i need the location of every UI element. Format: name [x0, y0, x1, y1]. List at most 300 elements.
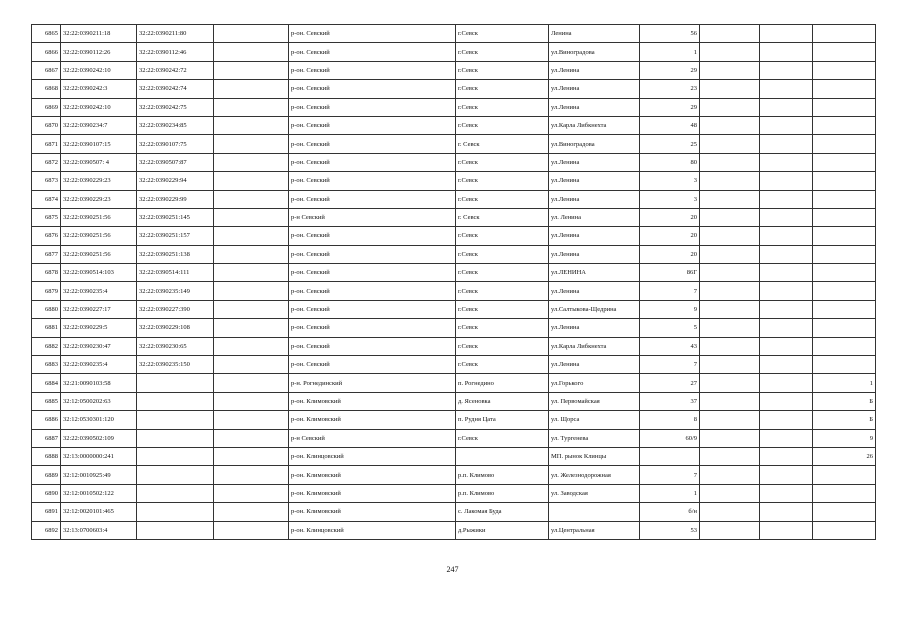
town-cell — [456, 447, 549, 465]
empty-cell — [214, 447, 289, 465]
district-cell: р-он. Климовский — [289, 466, 456, 484]
town-cell: р.п. Климово — [456, 466, 549, 484]
district-cell: р-он. Севский — [289, 172, 456, 190]
house-number-cell: 7 — [640, 356, 700, 374]
empty-cell — [214, 282, 289, 300]
town-cell: г.Севск — [456, 98, 549, 116]
empty-cell — [760, 356, 813, 374]
empty-cell — [700, 43, 760, 61]
empty-cell — [700, 374, 760, 392]
record-number-cell: 6871 — [32, 135, 61, 153]
street-cell: ул.Ленина — [549, 356, 640, 374]
empty-cell — [760, 392, 813, 410]
district-cell: р-н Севский — [289, 429, 456, 447]
house-number-cell: 80 — [640, 153, 700, 171]
table-row — [32, 319, 876, 337]
cadastral-number-cell: 32:22:0390235:4 — [61, 356, 137, 374]
object-cadastral-number-cell: 32:22:0390230:65 — [137, 337, 214, 355]
street-cell: Ленина — [549, 25, 640, 43]
object-cadastral-number-cell: 32:22:0390235:150 — [137, 356, 214, 374]
empty-cell — [700, 190, 760, 208]
record-number-cell: 6879 — [32, 282, 61, 300]
record-number-cell: 6887 — [32, 429, 61, 447]
record-number-cell: 6875 — [32, 208, 61, 226]
extra-cell — [813, 503, 876, 521]
town-cell: г.Севск — [456, 356, 549, 374]
house-number-cell: 56 — [640, 25, 700, 43]
table-row — [32, 429, 876, 447]
empty-cell — [214, 25, 289, 43]
house-number-cell: 37 — [640, 392, 700, 410]
house-number-cell: 20 — [640, 245, 700, 263]
record-number-cell: 6872 — [32, 153, 61, 171]
record-number-cell: 6890 — [32, 484, 61, 502]
town-cell: г.Севск — [456, 337, 549, 355]
extra-cell — [813, 43, 876, 61]
extra-cell — [813, 172, 876, 190]
record-number-cell: 6865 — [32, 25, 61, 43]
empty-cell — [214, 521, 289, 539]
street-cell: ул.Ленина — [549, 61, 640, 79]
cadastral-number-cell: 32:22:0390227:17 — [61, 300, 137, 318]
house-number-cell: 20 — [640, 208, 700, 226]
object-cadastral-number-cell: 32:22:0390251:145 — [137, 208, 214, 226]
district-cell: р-он. Клинцовский — [289, 521, 456, 539]
table-row — [32, 374, 876, 392]
empty-cell — [760, 61, 813, 79]
district-cell: р-он. Севский — [289, 337, 456, 355]
cadastral-number-cell: 32:12:0020101:465 — [61, 503, 137, 521]
street-cell: ул.Ленина — [549, 245, 640, 263]
empty-cell — [214, 116, 289, 134]
empty-cell — [700, 282, 760, 300]
cadastral-number-cell: 32:22:0390107:15 — [61, 135, 137, 153]
empty-cell — [700, 61, 760, 79]
town-cell: г.Севск — [456, 80, 549, 98]
town-cell: г.Севск — [456, 429, 549, 447]
street-cell: ул.Виноградова — [549, 43, 640, 61]
cadastral-number-cell: 32:22:0390229:5 — [61, 319, 137, 337]
table-body — [32, 25, 876, 540]
street-cell: ул.Салтыкова-Щедрина — [549, 300, 640, 318]
empty-cell — [700, 356, 760, 374]
cadastral-number-cell: 32:22:0390235:4 — [61, 282, 137, 300]
empty-cell — [214, 503, 289, 521]
house-number-cell: 7 — [640, 282, 700, 300]
empty-cell — [760, 484, 813, 502]
record-number-cell: 6880 — [32, 300, 61, 318]
district-cell: р-он. Климовский — [289, 503, 456, 521]
empty-cell — [214, 245, 289, 263]
house-number-cell: 3 — [640, 172, 700, 190]
record-number-cell: 6874 — [32, 190, 61, 208]
object-cadastral-number-cell: 32:22:0390229:99 — [137, 190, 214, 208]
empty-cell — [700, 135, 760, 153]
district-cell: р-он. Севский — [289, 356, 456, 374]
extra-cell — [813, 521, 876, 539]
street-cell: ул.Горького — [549, 374, 640, 392]
town-cell: г.Севск — [456, 300, 549, 318]
empty-cell — [700, 116, 760, 134]
empty-cell — [760, 116, 813, 134]
town-cell: д.Рыжики — [456, 521, 549, 539]
street-cell: ул.Ленина — [549, 227, 640, 245]
table-row — [32, 411, 876, 429]
cadastral-number-cell: 32:12:0530301:120 — [61, 411, 137, 429]
object-cadastral-number-cell: 32:22:0390514:111 — [137, 264, 214, 282]
empty-cell — [760, 521, 813, 539]
empty-cell — [214, 374, 289, 392]
house-number-cell: 60/9 — [640, 429, 700, 447]
empty-cell — [214, 337, 289, 355]
empty-cell — [700, 98, 760, 116]
empty-cell — [700, 447, 760, 465]
street-cell: ул.Карла Либкнехта — [549, 337, 640, 355]
empty-cell — [214, 135, 289, 153]
street-cell: ул.Ленина — [549, 319, 640, 337]
object-cadastral-number-cell — [137, 521, 214, 539]
table-row — [32, 466, 876, 484]
table-row — [32, 25, 876, 43]
cadastral-number-cell: 32:22:0390242:3 — [61, 80, 137, 98]
empty-cell — [700, 153, 760, 171]
empty-cell — [760, 153, 813, 171]
empty-cell — [700, 521, 760, 539]
cadastral-number-cell: 32:22:0390234:7 — [61, 116, 137, 134]
cadastral-number-cell: 32:22:0390211:18 — [61, 25, 137, 43]
district-cell: р-он. Севский — [289, 245, 456, 263]
table-row — [32, 80, 876, 98]
table-row — [32, 190, 876, 208]
object-cadastral-number-cell: 32:22:0390235:149 — [137, 282, 214, 300]
object-cadastral-number-cell: 32:22:0390229:94 — [137, 172, 214, 190]
table-row — [32, 392, 876, 410]
extra-cell — [813, 337, 876, 355]
street-cell: ул.Карла Либкнехта — [549, 116, 640, 134]
house-number-cell: 3 — [640, 190, 700, 208]
empty-cell — [214, 190, 289, 208]
empty-cell — [700, 25, 760, 43]
empty-cell — [700, 172, 760, 190]
town-cell: г.Севск — [456, 319, 549, 337]
table-row — [32, 337, 876, 355]
extra-cell — [813, 227, 876, 245]
street-cell: ул. Первомайская — [549, 392, 640, 410]
house-number-cell: 23 — [640, 80, 700, 98]
cadastral-number-cell: 32:22:0390242:10 — [61, 61, 137, 79]
cadastral-number-cell: 32:13:0700603:4 — [61, 521, 137, 539]
district-cell: р-он. Севский — [289, 227, 456, 245]
street-cell: ул. Заводская — [549, 484, 640, 502]
table-row — [32, 98, 876, 116]
table-row — [32, 116, 876, 134]
empty-cell — [760, 447, 813, 465]
district-cell: р-он. Севский — [289, 282, 456, 300]
house-number-cell: 29 — [640, 61, 700, 79]
empty-cell — [760, 245, 813, 263]
house-number-cell: 1 — [640, 484, 700, 502]
house-number-cell: 29 — [640, 98, 700, 116]
extra-cell — [813, 466, 876, 484]
table-row — [32, 300, 876, 318]
extra-cell — [813, 319, 876, 337]
object-cadastral-number-cell — [137, 429, 214, 447]
extra-cell — [813, 98, 876, 116]
extra-cell — [813, 300, 876, 318]
empty-cell — [760, 319, 813, 337]
district-cell: р-он. Севский — [289, 61, 456, 79]
empty-cell — [760, 466, 813, 484]
empty-cell — [700, 503, 760, 521]
table-row — [32, 447, 876, 465]
empty-cell — [760, 227, 813, 245]
empty-cell — [214, 300, 289, 318]
town-cell: р.п. Климово — [456, 484, 549, 502]
district-cell: р-он. Севский — [289, 300, 456, 318]
district-cell: р-он. Севский — [289, 43, 456, 61]
record-number-cell: 6867 — [32, 61, 61, 79]
empty-cell — [214, 43, 289, 61]
district-cell: р-он. Севский — [289, 264, 456, 282]
empty-cell — [700, 466, 760, 484]
district-cell: р-он. Севский — [289, 135, 456, 153]
object-cadastral-number-cell — [137, 503, 214, 521]
table-row — [32, 43, 876, 61]
extra-cell: 9 — [813, 429, 876, 447]
district-cell: р-н. Рогнединский — [289, 374, 456, 392]
street-cell: ул. Щорса — [549, 411, 640, 429]
empty-cell — [700, 227, 760, 245]
object-cadastral-number-cell: 32:22:0390229:108 — [137, 319, 214, 337]
object-cadastral-number-cell — [137, 374, 214, 392]
town-cell: г. Севск — [456, 135, 549, 153]
district-cell: р-он. Севский — [289, 116, 456, 134]
cadastral-number-cell: 32:13:0000000:241 — [61, 447, 137, 465]
house-number-cell: 53 — [640, 521, 700, 539]
district-cell: р-он. Климовский — [289, 411, 456, 429]
street-cell: ул.Ленина — [549, 282, 640, 300]
extra-cell — [813, 25, 876, 43]
town-cell: д. Ясеновка — [456, 392, 549, 410]
empty-cell — [214, 319, 289, 337]
record-number-cell: 6876 — [32, 227, 61, 245]
object-cadastral-number-cell: 32:22:0390242:74 — [137, 80, 214, 98]
object-cadastral-number-cell — [137, 392, 214, 410]
cadastral-number-cell: 32:22:0390229:23 — [61, 190, 137, 208]
object-cadastral-number-cell: 32:22:0390507:87 — [137, 153, 214, 171]
cadastral-number-cell: 32:12:0500202:63 — [61, 392, 137, 410]
object-cadastral-number-cell — [137, 447, 214, 465]
empty-cell — [760, 98, 813, 116]
district-cell: р-он. Севский — [289, 25, 456, 43]
empty-cell — [760, 503, 813, 521]
empty-cell — [760, 25, 813, 43]
table-row — [32, 172, 876, 190]
empty-cell — [760, 411, 813, 429]
cadastral-number-cell: 32:22:0390251:56 — [61, 245, 137, 263]
record-number-cell: 6881 — [32, 319, 61, 337]
object-cadastral-number-cell — [137, 466, 214, 484]
empty-cell — [214, 466, 289, 484]
empty-cell — [760, 429, 813, 447]
empty-cell — [700, 429, 760, 447]
extra-cell: Б — [813, 392, 876, 410]
street-cell: ул.Ленина — [549, 80, 640, 98]
record-number-cell: 6891 — [32, 503, 61, 521]
cadastral-number-cell: 32:22:0390229:23 — [61, 172, 137, 190]
empty-cell — [700, 80, 760, 98]
extra-cell — [813, 264, 876, 282]
street-cell: ул.Ленина — [549, 172, 640, 190]
street-cell — [549, 503, 640, 521]
object-cadastral-number-cell: 32:22:0390242:75 — [137, 98, 214, 116]
empty-cell — [214, 429, 289, 447]
street-cell: ул.Виноградова — [549, 135, 640, 153]
table-row — [32, 282, 876, 300]
street-cell: ул.Ленина — [549, 98, 640, 116]
record-number-cell: 6878 — [32, 264, 61, 282]
empty-cell — [760, 43, 813, 61]
town-cell: г.Севск — [456, 25, 549, 43]
cadastral-number-cell: 32:22:0390502:109 — [61, 429, 137, 447]
empty-cell — [214, 484, 289, 502]
district-cell: р-н Севский — [289, 208, 456, 226]
record-number-cell: 6882 — [32, 337, 61, 355]
table-row — [32, 227, 876, 245]
record-number-cell: 6884 — [32, 374, 61, 392]
street-cell: ул.Ленина — [549, 153, 640, 171]
empty-cell — [214, 264, 289, 282]
empty-cell — [214, 172, 289, 190]
town-cell: г. Севск — [456, 208, 549, 226]
extra-cell — [813, 190, 876, 208]
house-number-cell: 8 — [640, 411, 700, 429]
empty-cell — [760, 337, 813, 355]
empty-cell — [700, 300, 760, 318]
district-cell: р-он. Климовский — [289, 484, 456, 502]
house-number-cell: 43 — [640, 337, 700, 355]
empty-cell — [760, 300, 813, 318]
record-number-cell: 6877 — [32, 245, 61, 263]
empty-cell — [760, 172, 813, 190]
street-cell: МП. рынок Клинцы — [549, 447, 640, 465]
empty-cell — [700, 411, 760, 429]
extra-cell — [813, 356, 876, 374]
cadastral-number-cell: 32:22:0390230:47 — [61, 337, 137, 355]
table-row — [32, 245, 876, 263]
empty-cell — [700, 337, 760, 355]
town-cell: г.Севск — [456, 264, 549, 282]
house-number-cell: 7 — [640, 466, 700, 484]
record-number-cell: 6866 — [32, 43, 61, 61]
cadastral-number-cell: 32:12:0010502:122 — [61, 484, 137, 502]
registry-table — [31, 24, 876, 540]
record-number-cell: 6885 — [32, 392, 61, 410]
empty-cell — [214, 208, 289, 226]
house-number-cell: 27 — [640, 374, 700, 392]
cadastral-number-cell: 32:22:0390242:10 — [61, 98, 137, 116]
district-cell: р-он. Клинцовский — [289, 447, 456, 465]
house-number-cell: б/н — [640, 503, 700, 521]
cadastral-number-cell: 32:21:0090103:58 — [61, 374, 137, 392]
house-number-cell: 86Г — [640, 264, 700, 282]
record-number-cell: 6892 — [32, 521, 61, 539]
extra-cell — [813, 61, 876, 79]
house-number-cell: 48 — [640, 116, 700, 134]
empty-cell — [760, 135, 813, 153]
house-number-cell: 9 — [640, 300, 700, 318]
record-number-cell: 6883 — [32, 356, 61, 374]
town-cell: г.Севск — [456, 190, 549, 208]
house-number-cell: 20 — [640, 227, 700, 245]
street-cell: ул.Ленина — [549, 190, 640, 208]
record-number-cell: 6869 — [32, 98, 61, 116]
cadastral-number-cell: 32:22:0390251:56 — [61, 227, 137, 245]
town-cell: г.Севск — [456, 43, 549, 61]
empty-cell — [700, 208, 760, 226]
street-cell: ул.ЛЕНИНА — [549, 264, 640, 282]
district-cell: р-он. Севский — [289, 319, 456, 337]
record-number-cell: 6886 — [32, 411, 61, 429]
house-number-cell: 25 — [640, 135, 700, 153]
table-row — [32, 61, 876, 79]
empty-cell — [214, 80, 289, 98]
empty-cell — [214, 153, 289, 171]
empty-cell — [214, 61, 289, 79]
town-cell: г.Севск — [456, 245, 549, 263]
extra-cell — [813, 80, 876, 98]
town-cell: г.Севск — [456, 153, 549, 171]
table-row — [32, 484, 876, 502]
table-row — [32, 135, 876, 153]
empty-cell — [700, 484, 760, 502]
house-number-cell: 5 — [640, 319, 700, 337]
empty-cell — [700, 264, 760, 282]
house-number-cell: 1 — [640, 43, 700, 61]
district-cell: р-он. Севский — [289, 153, 456, 171]
table-row — [32, 356, 876, 374]
empty-cell — [214, 411, 289, 429]
empty-cell — [700, 319, 760, 337]
town-cell: с. Лакомая Буда — [456, 503, 549, 521]
object-cadastral-number-cell: 32:22:0390211:80 — [137, 25, 214, 43]
district-cell: р-он. Севский — [289, 98, 456, 116]
record-number-cell: 6873 — [32, 172, 61, 190]
empty-cell — [700, 392, 760, 410]
empty-cell — [760, 374, 813, 392]
empty-cell — [760, 282, 813, 300]
object-cadastral-number-cell — [137, 411, 214, 429]
cadastral-number-cell: 32:22:0390507: 4 — [61, 153, 137, 171]
object-cadastral-number-cell: 32:22:0390227:390 — [137, 300, 214, 318]
table-row — [32, 521, 876, 539]
extra-cell: 1 — [813, 374, 876, 392]
street-cell: ул.Центральная — [549, 521, 640, 539]
street-cell: ул. Ленина — [549, 208, 640, 226]
extra-cell: Б — [813, 411, 876, 429]
table-row — [32, 153, 876, 171]
extra-cell — [813, 484, 876, 502]
object-cadastral-number-cell: 32:22:0390251:138 — [137, 245, 214, 263]
empty-cell — [214, 98, 289, 116]
object-cadastral-number-cell: 32:22:0390242:72 — [137, 61, 214, 79]
cadastral-number-cell: 32:22:0390514:103 — [61, 264, 137, 282]
table-row — [32, 208, 876, 226]
empty-cell — [760, 264, 813, 282]
district-cell: р-он. Климовский — [289, 392, 456, 410]
town-cell: п. Рудня Цата — [456, 411, 549, 429]
extra-cell: 26 — [813, 447, 876, 465]
